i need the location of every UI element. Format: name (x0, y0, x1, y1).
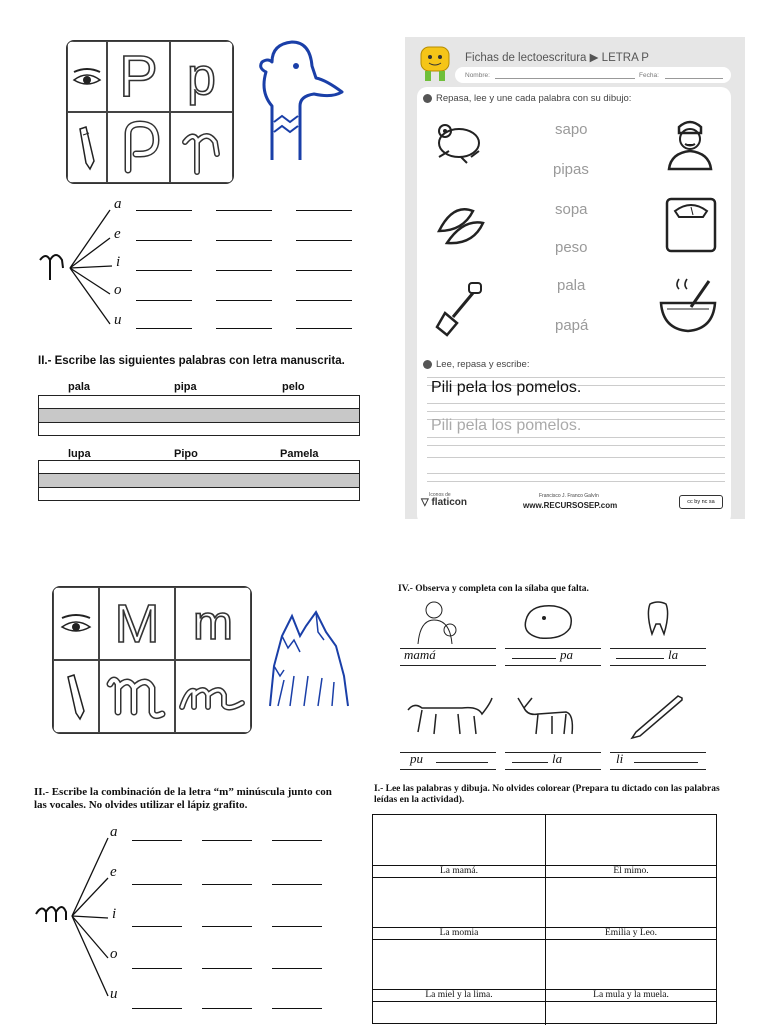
vowel-u: u (110, 986, 118, 1002)
word: Pipo (174, 448, 198, 460)
outline-p-cell (107, 112, 170, 183)
row-line-shaded (38, 473, 360, 488)
row-line (38, 422, 360, 436)
write-line (272, 884, 322, 885)
syllable: mamá (404, 647, 436, 662)
table-row-line (373, 1001, 716, 1002)
syllable: pa (560, 647, 573, 662)
fecha-line (665, 78, 723, 79)
write-line (132, 884, 182, 885)
writing-rows-1 (38, 395, 360, 437)
write-line (296, 210, 352, 211)
eye-cell (67, 41, 107, 112)
write-line (136, 240, 192, 241)
lower-letter: m (193, 597, 233, 650)
ficha-card (405, 37, 745, 519)
guide-line (427, 457, 725, 458)
word: pipa (174, 381, 197, 393)
write-line (202, 840, 252, 841)
write-line (216, 300, 272, 301)
guide-line (427, 411, 725, 412)
vowel-a: a (110, 824, 118, 840)
vowel-a: a (114, 196, 122, 212)
write-line (132, 1008, 182, 1009)
cursive-m-letter (178, 677, 248, 717)
guide-line (427, 377, 725, 378)
word-pipas: pipas (553, 161, 589, 178)
outline-p-letter (114, 120, 164, 176)
write-line (216, 210, 272, 211)
table-cell-label: Emilia y Leo. (605, 928, 657, 938)
fecha-label: Fecha: (639, 72, 659, 79)
write-line (136, 210, 192, 211)
vowel-u: u (114, 312, 122, 328)
vowel-e: e (114, 226, 121, 242)
footer-author: Francisco J. Franco Galvín (539, 493, 599, 499)
pencil-cell (67, 112, 107, 183)
upper-letter: M (114, 593, 160, 654)
soup-icon (657, 277, 719, 335)
write-line (136, 300, 192, 301)
blank-line (634, 762, 698, 763)
footer-site[interactable]: www.RECURSOSEP.com (523, 501, 618, 510)
lower-m-cell (175, 587, 251, 660)
sentence: Pili pela los pomelos. (431, 379, 582, 396)
ficha-header: Fichas de lectoescritura ▶ LETRA P (465, 52, 649, 64)
m-vowel-arrows (34, 830, 144, 1020)
write-line (272, 840, 322, 841)
word: Pamela (280, 448, 319, 460)
man-icon (663, 117, 717, 171)
pencil-icon (64, 673, 88, 721)
cursive-m-cell (175, 660, 251, 733)
word-sopa: sopa (555, 201, 588, 218)
write-line (202, 926, 252, 927)
row-line (38, 460, 360, 474)
exercise-ii-p-title: II.- Escribe las siguientes palabras con letra manuscrita. (38, 355, 345, 367)
word: pelo (282, 381, 305, 393)
write-line (136, 328, 192, 329)
frog-icon (431, 117, 487, 165)
p-vowel-arrows (36, 196, 156, 336)
eye-icon (59, 612, 93, 636)
answer-box (610, 752, 706, 770)
donkey-icon (512, 694, 582, 738)
blank-line (436, 762, 488, 763)
word-peso: peso (555, 239, 588, 256)
letter-m-grid (52, 586, 252, 734)
instruction2 (423, 359, 529, 370)
write-line (296, 300, 352, 301)
write-line (272, 968, 322, 969)
write-line (296, 270, 352, 271)
cursive-p-cell (170, 112, 233, 183)
upper-letter: P (119, 44, 158, 109)
upper-p-cell (107, 41, 170, 112)
answer-box (610, 648, 706, 666)
mother-baby-icon (410, 600, 480, 646)
write-line (272, 1008, 322, 1009)
write-line (296, 328, 352, 329)
seeds-icon (433, 201, 489, 249)
syllable: la (552, 751, 563, 766)
guide-line (427, 437, 725, 438)
write-line (216, 240, 272, 241)
table-row-line (373, 939, 716, 940)
write-line (272, 926, 322, 927)
mountains-drawing (264, 606, 354, 710)
blank-line (616, 658, 664, 659)
instruction2-text: Lee, repasa y escribe: (436, 359, 530, 370)
nombre-line (495, 78, 635, 79)
blank-line (512, 762, 548, 763)
write-line (202, 884, 252, 885)
duck-drawing (252, 36, 348, 162)
table-cell-label: El mimo. (613, 866, 649, 876)
guide-line (427, 473, 725, 474)
pencil-cell (53, 660, 99, 733)
guide-line (427, 403, 725, 404)
table-cell-label: La mamá. (440, 866, 478, 876)
word-pala: pala (557, 277, 586, 294)
handwriting-lines (427, 377, 725, 497)
vowel-o: o (114, 282, 122, 298)
table-cell-label: La miel y la lima. (425, 990, 493, 1000)
pencil-drawing-icon (626, 694, 686, 740)
ficha-footer (405, 485, 745, 519)
puma-icon (402, 696, 496, 738)
ficha-content (417, 87, 731, 525)
write-line (202, 1008, 252, 1009)
sentence-trace: Pili pela los pomelos. (431, 417, 582, 434)
row-line-shaded (38, 408, 360, 423)
eye-cell (53, 587, 99, 660)
table-cell-label: La momia (439, 928, 479, 938)
tooth-icon (646, 600, 670, 636)
lower-p-cell (170, 41, 233, 112)
guide-line (427, 481, 725, 482)
write-line (216, 270, 272, 271)
letter-p-grid (66, 40, 234, 184)
word: pala (68, 381, 91, 393)
mascot-icon (415, 45, 455, 83)
scale-icon (663, 195, 719, 255)
flaticon-logo: ▽ flaticon (421, 497, 468, 508)
write-line (202, 968, 252, 969)
vowel-i: i (116, 254, 121, 270)
write-line (132, 926, 182, 927)
syllable: pu (410, 751, 423, 766)
outline-m-letter (104, 672, 170, 722)
cc-license-badge: cc by nc sa (679, 495, 723, 509)
outline-m-cell (99, 660, 175, 733)
lower-letter: p (187, 47, 216, 106)
guide-line (427, 445, 725, 446)
m-vowel-diagram (34, 824, 334, 1020)
cursive-p-letter (177, 120, 227, 176)
nombre-label: Nombre: (465, 72, 490, 79)
syllable: li (616, 751, 624, 766)
word-papa: papá (555, 317, 589, 334)
eye-icon (71, 66, 103, 88)
instruction1 (423, 93, 631, 104)
write-line (132, 968, 182, 969)
footer-flaticon: flaticon (431, 497, 468, 508)
table-cell-label: La mula y la muela. (593, 990, 669, 1000)
table-row-line (373, 877, 716, 878)
row-line (38, 487, 360, 501)
vowel-o: o (110, 946, 118, 962)
word-sapo: sapo (555, 121, 588, 138)
name-date-bar (455, 67, 731, 83)
row-line (38, 395, 360, 409)
write-line (216, 328, 272, 329)
blank-line (512, 658, 556, 659)
syllable: la (668, 647, 679, 662)
answer-box (505, 648, 601, 666)
write-line (132, 840, 182, 841)
shovel-icon (435, 281, 485, 337)
footer-iconos: Iconos de (429, 492, 451, 498)
write-line (296, 240, 352, 241)
instruction1-text: Repasa, lee y une cada palabra con su dibujo: (436, 93, 632, 104)
exercise-ii-m-title: II.- Escribe la combinación de la letra “m” minúscula junto con las vocales. No olvides utilizar el lápiz grafito. (34, 786, 332, 811)
potato-icon (518, 600, 582, 642)
p-vowel-diagram (36, 196, 366, 336)
vowel-i: i (112, 906, 117, 922)
word: lupa (68, 448, 91, 460)
exercise-iv-title: IV.- Observa y completa con la sílaba que falta. (398, 584, 589, 594)
draw-table (372, 814, 717, 1024)
upper-m-cell (99, 587, 175, 660)
vowel-e: e (110, 864, 117, 880)
exercise-i-title: I.- Lee las palabras y dibuja. No olvides colorear (Prepara tu dictado con las palabras leídas en la actividad). (374, 784, 720, 805)
pencil-icon (76, 125, 98, 171)
writing-rows-2 (38, 460, 360, 502)
write-line (136, 270, 192, 271)
